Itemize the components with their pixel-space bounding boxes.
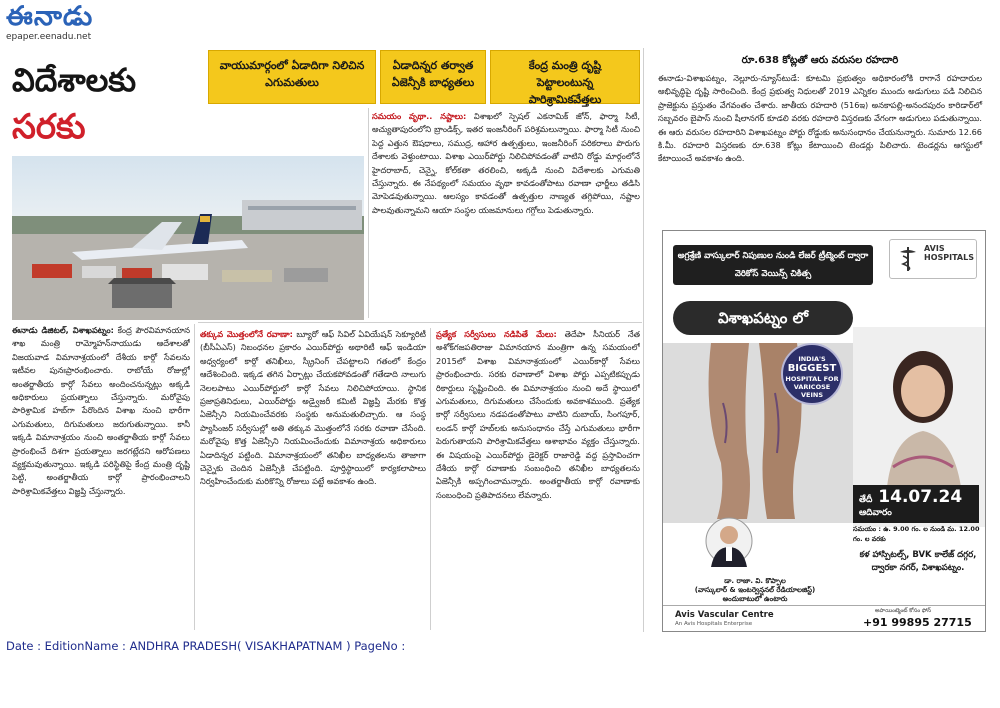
doctor-image: [705, 517, 753, 573]
newspaper-page: [8, 48, 986, 632]
column-2-body: బ్యూరో ఆఫ్‌ సివిల్‌ ఏవియేషన్‌ సెక్యూరిటీ (బీసీఏఎస్‌) నిబంధనల ప్రకారం ఎయిర్‌పోర్టు అథారిటీ ఆఫ్‌ ఇండియా అధ్వర్యంలో కార్గో తనిఖీలు, స్క్రీనింగ్‌ చేపట్టాలని గతంలో కేంద్రం ఆదేశించింది. ఇక్కడ తగిన ఏర్పాట్లు చేయకపోవడంతో గతేడాది నాలుగు నెలలపాటు ఎయిర్‌పోర్టులో కార్గో సేవలు నిలిచిపోయాయి. స్థానిక ప్రజాప్రతినిధులు, ఎయిర్‌పోర్టు అడ్వైజరీ కమిటీ విజ్ఞప్తి మేరకు కొత్త ఏజెన్సీని నియమించేవరకు సంస్థకు అనుమతులిచ్చారు. ఆ సంస్థ ప్యాసింజర్‌ సర్వీసుల్లో అతి తక్కువ మొత్తంలోనే సరకు రవాణా చేసేంది. మరోవైపు కొత్త ఏజెన్సీని నియమించేందుకు విమానాశ్రయ అధికారులు ఏడాదిన్నర పట్టింది. విమానాశ్రయంలో తనిఖీల బాధ్యతలను తాజాగా చెన్నైకు చెందిన ఏజెన్సీకి చేపట్టింది. పూర్తిస్థాయిలో కార్యకలాపాలు నిర్వహించేందుకు మరికొన్ని రోజులు పట్టే అవకాశం ఉంది.: [200, 329, 426, 487]
date-prefix: తేదీ: [859, 495, 873, 505]
headline-line1: విదేశాలకు: [12, 61, 137, 99]
headline-line2: సరకు: [12, 107, 86, 147]
rule: [198, 322, 642, 323]
ad-footer: [663, 605, 986, 632]
hospital-advert[interactable]: [662, 230, 986, 632]
main-article: [8, 48, 644, 632]
caduceus-icon: [896, 246, 920, 272]
edition-footer: Date : EditionName : ANDHRA PRADESH( VISAKHAPATNAM ) PageNo :: [6, 639, 406, 653]
side-headline: రూ.638 కోట్లతో ఆరు వరుసల రహదారి: [741, 55, 899, 66]
date-value: 14.07.24: [878, 487, 963, 507]
column-4-body: తెదేపా సీనియర్‌ నేత అశోక్‌గజపతిరాజు విమానయాన మంత్రిగా ఉన్న సమయంలో 2015లో విశాఖ విమానాశ్రయంలో ఎయిర్‌కార్గో సేవలు ప్రారంభించారు. సరకు రవాణాలో విశాఖ పోర్టు ఎప్పటికప్పుడు రికార్డులు సృష్టించింది. ఈ విమానాశ్రయం నుంచి అదే స్థాయిలో ఎగుమతులు, దిగుమతులు చేసేందుకు అవకాశముంది. ప్రత్యేక కార్గో సర్వీసులు నడపడంతోపాటు వాటిని దుబాయ్‌, సింగపూర్‌, లండన్‌ కార్గో హబ్‌లకు అనుసంధానం చేస్తే ఎగుమతులు భారీగా పెరుగుతాయని పారిశ్రామికవేత్తలు ఆశాభావం వ్యక్తం చేస్తున్నారు. ఈ విషయంపై ఎయిర్‌పోర్టు డైరెక్టర్‌ రాజారెడ్డి వద్ద ప్రస్తావించగా దేశీయ కార్గో రవాణాకు సంబంధించి తనిఖీల బాధ్యతలను ఏజెన్సీకి అప్పగించామన్నారు. అంతర్జాతీయ కార్గో రవాణాకు సంబంధించి ప్రతిపాదనలు లేవన్నారు.: [436, 329, 640, 500]
highlight-box-2: ఏడాదిన్నర తర్వాత ఏజెన్సీకి బాధ్యతలు: [380, 50, 486, 104]
ad-brand: AVIS HOSPITALS: [924, 244, 974, 262]
biggest-hospital-badge: [781, 343, 843, 405]
event-day: ఆదివారం: [859, 508, 892, 518]
doctor-name: డా. రాజా. వి. కొప్పాల: [724, 577, 786, 585]
event-venue: కళ హాస్పిటల్స్‌, BVK కాలేజ్‌ దగ్గర, ద్వారకా నగర్‌, విశాఖపట్నం.: [859, 550, 977, 573]
logo-url: epaper.eenadu.net: [6, 32, 92, 42]
rule: [194, 324, 195, 630]
badge-line3: HOSPITAL FOR VARICOSE VEINS: [785, 375, 839, 399]
column-2: [200, 328, 426, 630]
highlight-box-3: కేంద్ర మంత్రి దృష్టి పెట్టాలంటున్న పారిశ్రామికవేత్తలు: [490, 50, 640, 104]
rule: [368, 108, 369, 318]
column-1-body: కేంద్ర పౌరవిమానయాన శాఖ మంత్రి రామ్మోహన్‌నాయుడు ఆదేశాలతో విజయవాడ విమానాశ్రయంలో దేశీయ కార్గో సేవలను ఇటీవల పునఃప్రారంభించారు. రాబోయే రోజుల్లో అంతర్జాతీయ కార్గో సేవలు అందించనున్నట్లు అక్కడి అధికారులు ప్రయత్నాలు చేస్తున్నారు. మరోవైపు పారిశ్రామిక హబ్‌గా పేరొందిన విశాఖ నుంచి భారీగా ఎగుమతులు, దిగుమతులు జరుగుతున్నాయి. కానీ ఇక్కడి విమానాశ్రయం నుంచి అంతర్జాతీయ కార్గో సేవలు ప్రారంభించే దిశగా ప్రయత్నాలు జరగట్లేదని ఆరోపణలు వ్యక్తమవుతున్నాయి. ఇక్కడి పరిస్థితిపై కేంద్ర మంత్రి దృష్టి పెట్టి, అంతర్జాతీయ కార్గో ప్రారంభించాలని పారిశ్రామికవేత్తలు విజ్ఞప్తి చేస్తున్నారు.: [12, 325, 190, 496]
ad-banner: అగ్రశ్రేణి వాస్కులార్‌ నిపుణుల నుండి లేజర్‌ ట్రీట్మెంట్‌ ద్వారా వెరికోస్‌ వెయిన్స్‌ చికిత్స: [673, 245, 873, 285]
avis-logo: [889, 239, 977, 279]
event-time: సమయం : ఉ. 9.00 గం. ల నుండి మ. 12.00 గం. ల వరకు: [853, 525, 980, 543]
side-article: [654, 48, 986, 632]
doctor-info: [675, 577, 835, 604]
badge-line1: INDIA'S: [798, 355, 826, 363]
badge-line2: BIGGEST: [787, 363, 837, 374]
column-1: [12, 324, 190, 630]
side-body: ఈనాడు-విశాఖపట్నం, నెల్లూరు-న్యూస్‌టుడే: కూటమి ప్రభుత్వం అధికారంలోకి రాగానే రహదారుల అభివృద్ధిపై దృష్టి సారించింది. కేంద్ర ప్రభుత్వ నిధులతో 2019 ఎన్నికల ముందు అడుగులు పడి నిలిచిన ప్రాజెక్టును ప్రస్తుతం వేగవంతం చేశారు. జాతీయ రహదారి (516ఇ) అనకాపల్లి-అనందపురం కారిడార్‌లో సబ్బవరం బైపాస్‌ నుంచి షీలానగర్‌ కూడలి వరకు రహదారి విస్తరణకు వేగంగా అడుగులు పడుతున్నాయి. ఈ ఆరు వరుసల రహదారిని విశాఖపట్నం పోర్టు రోడ్డుకు అనుసంధానం చేయనున్నారు. సుమారు 12.66 కి.మీ. రహదారి విస్తరణకు రూ.638 కోట్లు కేటాయించి టెండర్లు పిలిచారు. టెండర్లను ఆగస్టులో కేటాయించే అవకాశం ఉంది.: [658, 73, 982, 164]
airport-cargo-image: [12, 156, 364, 320]
column-1-dateline: ఈనాడు డిజిటల్‌, విశాఖపట్నం:: [12, 325, 114, 335]
column-3-body: విశాఖలో స్పెషల్‌ ఎకనామిక్‌ జోన్‌, ఫార్మా సిటీ, అచ్యుతాపురంలోని బ్రాండిక్స్‌, ఇతర ఇంజనీరింగ్‌ పరిశ్రమలున్నాయి. ఫార్మా సిటీ నుంచి పెద్ద ఎత్తున ఔషధాలు, సముద్ర, ఆహార ఉత్పత్తులు, ఇంజనీరింగ్‌ పరికరాలు పొరుగు దేశాలకు వెళ్తుంటాయి. విశాఖ ఎయిర్‌పోర్టు నిలిచిపోవడంతో వాటిని రోడ్డు మార్గంలోనే హైదరాబాద్‌, చెన్నై, కోల్‌కతా తరలించి, అక్కడి నుంచి విదేశాలకు ఎగుమతి చేస్తున్నారు. ఈ నేపథ్యంలో సమయం వృథా కావడంతోపాటు రవాణా ఛార్జీలు తడిసి మోపెడవుతున్నాయి. ఆలస్యం కావడంతో ఉత్పత్తుల నాణ్యత తగ్గిపోయి, నష్టాల పాలవుతున్నామని ఆయా సంస్థల యజమానులు గగ్గోలు పెడుతున్నారు.: [372, 111, 640, 215]
event-date: [853, 485, 979, 523]
column-4-subhead: ప్రత్యేక సర్వీసులు నడిపితే మేలు:: [436, 329, 557, 339]
rule: [430, 328, 431, 630]
ad-city: విశాఖపట్నం లో: [673, 301, 853, 335]
footer-brand: Avis Vascular Centre: [675, 610, 774, 620]
eenadu-logo[interactable]: [6, 2, 118, 42]
doctor-photo: [705, 517, 753, 573]
airport-photo: [12, 156, 364, 320]
doctor-title: (వాస్కులార్‌ & ఇంటర్వెన్షనల్‌ రేడియాలజిస్ట్‌): [694, 586, 816, 594]
column-3-subhead: సమయం వృథా.. నష్టాలు:: [372, 111, 467, 121]
column-3: [372, 110, 640, 316]
highlight-box-1: వాయుమార్గంలో ఏడాదిగా నిలిచిన ఎగుమతులు: [208, 50, 376, 104]
column-4: [436, 328, 640, 630]
phone-number[interactable]: +91 99895 27715: [863, 616, 972, 629]
doctor-note: అందుబాటులో ఉంటారు: [722, 595, 788, 603]
logo-wordmark: ఈనాడు: [6, 1, 94, 32]
phone-label: అపాయింట్మెంట్‌ కోసం ఫోన్‌: [875, 608, 932, 614]
footer-sub: An Avis Hospitals Enterprise: [675, 621, 753, 627]
column-2-subhead: తక్కువ మొత్తంలోనే రవాణా:: [200, 329, 293, 339]
